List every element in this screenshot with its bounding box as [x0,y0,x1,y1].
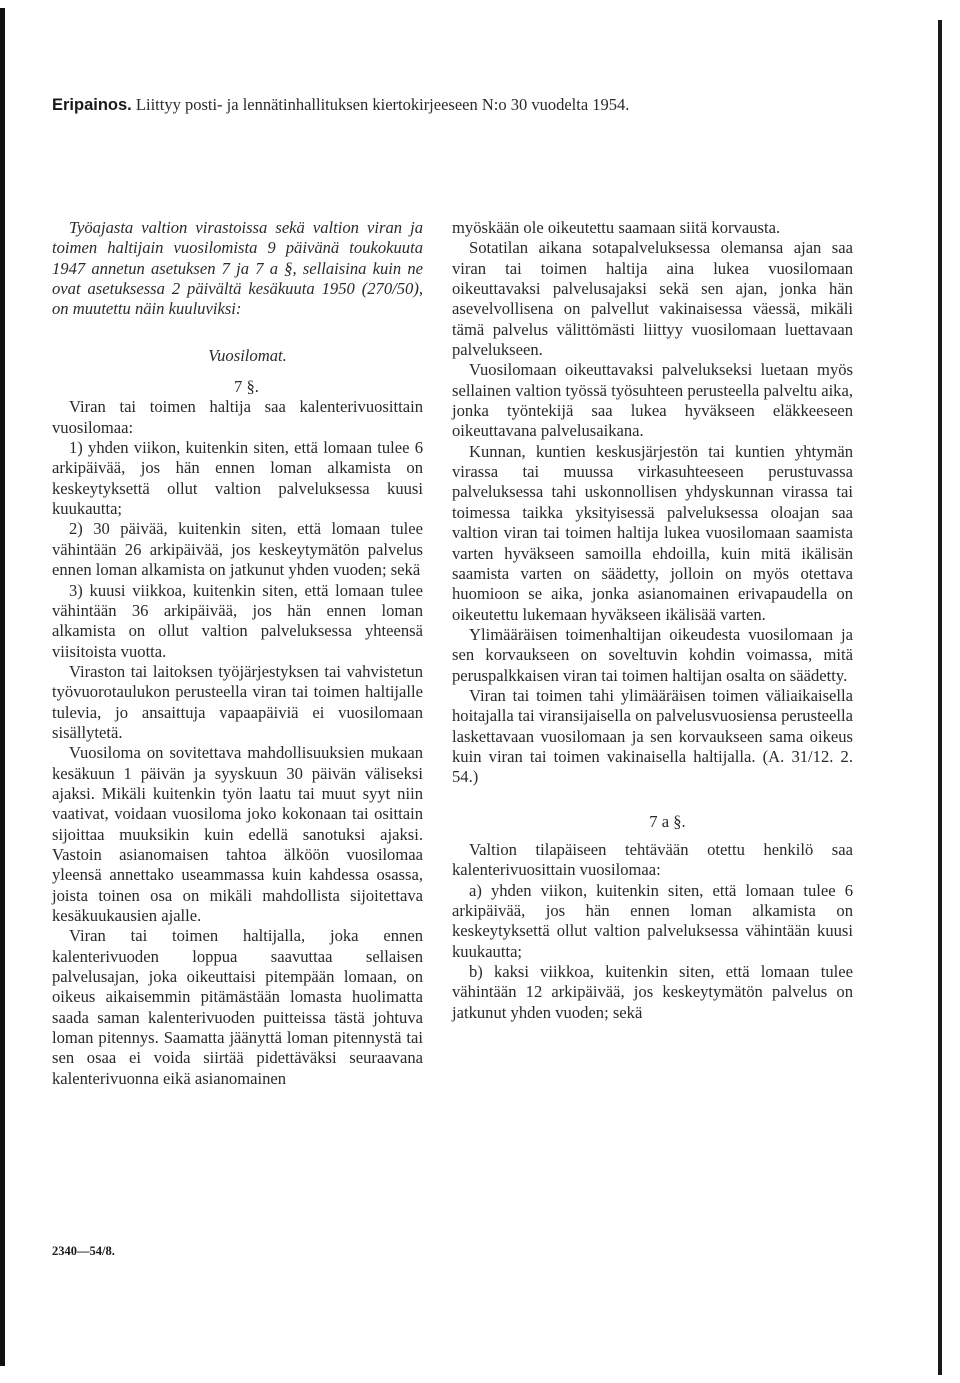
list-item: a) yhden viikon, kuitenkin siten, että lomaan tulee 6 arkipäivää, jos hän ennen loman alkamista on keskeytyksettä ollut valtion palveluksessa vähintään kuusi kuukautta; [452,880,853,961]
right-column [452,218,853,1023]
paragraph: Vuosilomaan oikeuttavaksi palvelukseksi luetaan myös sellainen valtion työssä työsuhteen perusteella palveltu aika, jonka työntekijä saa lukea hyväkseen eläkkeeseen oikeuttavana palvelusaikana. [452,360,853,441]
left-column [52,218,423,1089]
scan-border-right [938,20,942,1375]
print-code: 2340—54/8. [52,1244,115,1258]
paragraph: Kunnan, kuntien keskusjärjestön tai kuntien yhtymän virassa tai muussa virkasuhteeseen perustuvassa palveluksessa tahi uskonnollisen yhdyskunnan virassa tai toimessa taikka yksityisessä palveluksessa oloajan saa valtion viran tai toimen haltija lukea vuosilomaan saamista varten hyväkseen samoilla ehdoilla, kuin mitä ikälisän saamista varten on säädetty, jolloin on myös otettava huomioon se aika, jonka asianomainen erivapaudella on oikeutettu lukemaan hyväkseen ikälisää varten. [452,441,853,624]
paragraph: Valtion tilapäiseen tehtävään otettu henkilö saa kalenterivuosittain vuosilomaa: [452,839,853,880]
scan-border-left [0,8,5,1366]
paragraph: Ylimääräisen toimenhaltijan oikeudesta vuosilomaan ja sen korvaukseen on soveltuvin kohdin voimassa, mitä peruspalkkaisen viran tai toimen haltijan osalta on säädetty. [452,624,853,685]
list-item: 3) kuusi viikkoa, kuitenkin siten, että lomaan tulee vähintään 36 arkipäivää, jos hän ennen loman alkamista on ollut valtion palveluksessa yhteensä viisitoista vuotta. [52,580,423,661]
list-item: 2) 30 päivää, kuitenkin siten, että lomaan tulee vähintään 26 arkipäivää, jos keskeytymätön palvelus ennen loman alkamista on jatkunut yhden vuoden; sekä [52,519,423,580]
paragraph: Viran tai toimen tahi ylimääräisen toimen väliaikaisella hoitajalla tai viransijaisella on palvelusvuosiensa perusteella laskettavaan vuosilomaan ja sen korvaukseen sama oikeus kuin viran tai toimen vakinaisella haltijalla. (A. 31/12. 2. 54.) [452,685,853,787]
section-number-7a: 7 a §. [649,811,686,831]
paragraph: Viran tai toimen haltijalla, joka ennen kalenterivuoden loppua saavuttaa sellaisen palvelusajan, joka oikeuttaisi pitempään lomaan, on oikeus aikaisemmin pitämästään lomasta huolimatta saada saman kalenterivuoden puitteissa tästä johtuva loman pitennys. Saamatta jäänyttä loman pitennystä tai sen osaa ei voida siirtää pidettäväksi seuraavana kalenterivuonna eikä asianomainen [52,926,423,1088]
paragraph-continuation: myöskään ole oikeutettu saamaan siitä korvausta. [452,218,781,237]
header-label: Eripainos. [52,96,132,114]
paragraph: Vuosiloma on sovitettava mahdollisuuksien mukaan kesäkuun 1 päivän ja syyskuun 30 päivän väliseksi ajaksi. Mikäli kuitenkin työn laatu tai muut syyt niin vaativat, voidaan vuosiloma joko kokonaan tai osittain sijoittaa muuksikin kuin edellä sanotuksi ajaksi. Vastoin asianomaisen tahtoa älköön vuosilomaa yleensä annettako useammassa kuin kahdessa osassa, joista toinen osa on mikäli mahdollista sijoitettava kesäkuukausien ajalle. [52,743,423,925]
section-heading-vuosilomat: Vuosilomat. [208,345,287,365]
paragraph: Viraston tai laitoksen työjärjestyksen tai vahvistetun työvuorotaulukon perusteella viran tai toimen haltijalle tulevia, jo ansaittuja vapaapäiviä ei vuosilomaan sisällytetä. [52,661,423,742]
paragraph: Viran tai toimen haltija saa kalenterivuosittain vuosilomaa: [52,397,423,437]
header-text: Liittyy posti- ja lennätinhallituksen kiertokirjeeseen N:o 30 vuodelta 1954. [131,95,630,114]
list-item: 1) yhden viikon, kuitenkin siten, että lomaan tulee 6 arkipäivää, jos hän ennen loman alkamista on keskeytyksettä ollut valtion palveluksessa kuusi kuukautta; [52,438,423,519]
list-item: b) kaksi viikkoa, kuitenkin siten, että lomaan tulee vähintään 12 arkipäivää, jos keskeytymätön palvelus on jatkunut yhden vuoden; sekä [452,962,853,1022]
decree-title: Työajasta valtion virastoissa sekä valtion viran ja toimen haltijain vuosilomista 9 päivänä toukokuuta 1947 annetun asetuksen 7 ja 7 a §, sellaisina kuin ne ovat asetuksessa 2 päivältä kesäkuuta 1950 (270/50), on muutettu näin kuuluviksi: [52,218,423,319]
document-header [52,94,932,116]
section-number-7: 7 §. [234,377,259,397]
paragraph: Sotatilan aikana sotapalveluksessa olemansa ajan saa viran tai toimen haltija aina lukea vuosilomaan oikeuttavaksi palvelusajaksi sekä sen ajan, jonka hän asevelvollisena on palvellut vakinaisessa väessä, mikäli tämä palvelus välittömästi liittyy vuosilomaan luettavaan palvelukseen. [452,238,853,360]
